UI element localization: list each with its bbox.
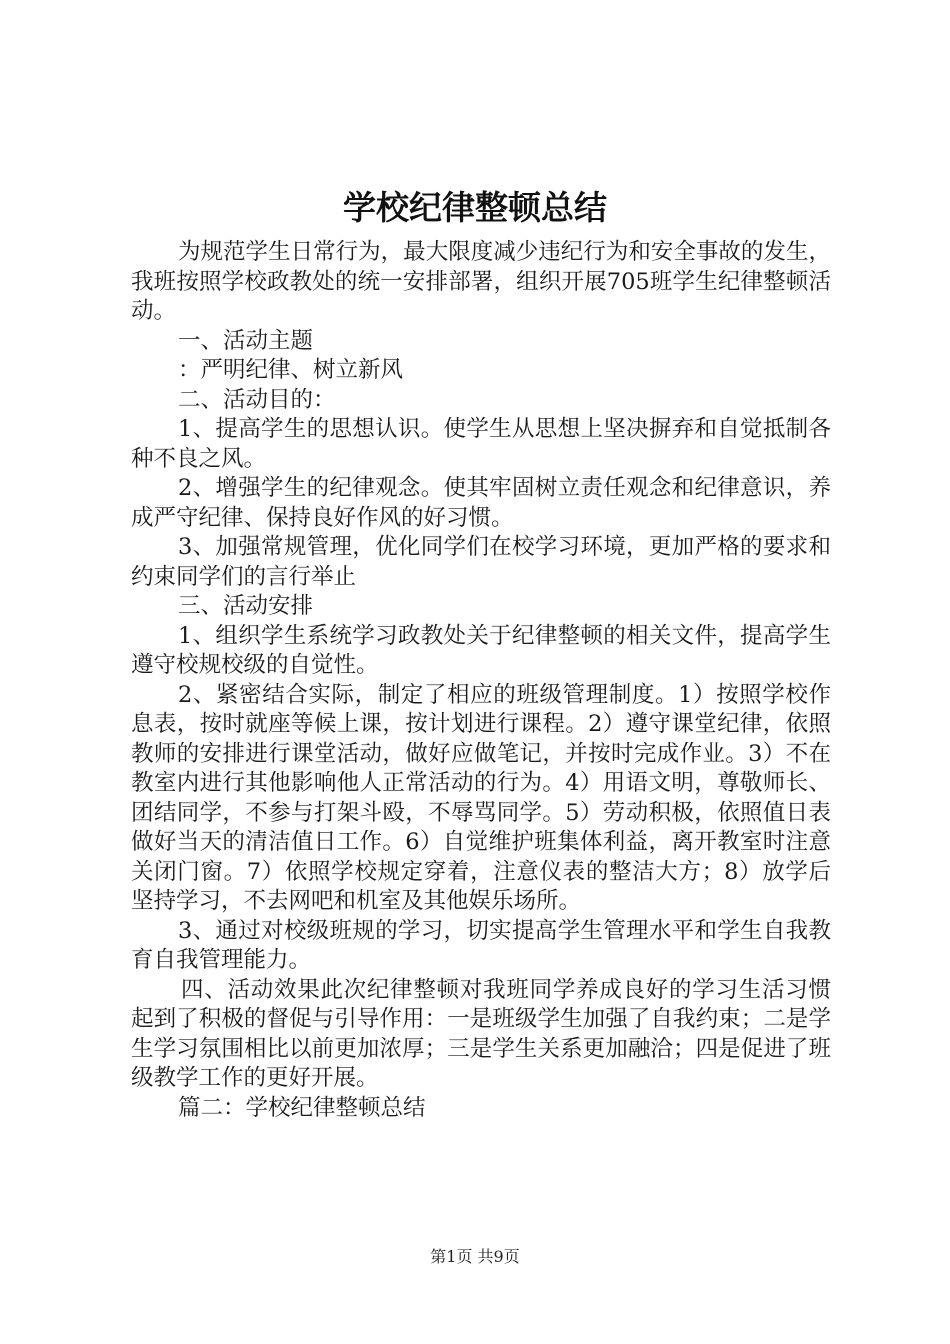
paragraph-goal-1: 1、提高学生的思想认识。使学生从思想上坚决摒弃和自觉抵制各种不良之风。: [131, 416, 831, 472]
heading-activity-goals: 二、活动目的：: [178, 386, 336, 413]
document-body: [131, 238, 831, 1123]
paragraph-goal-3: 3、加强常规管理，优化同学们在校学习环境，更加严格的要求和约束同学们的言行举止: [131, 534, 831, 590]
paragraph-arrangement-3: 3、通过对校级班规的学习，切实提高学生管理水平和学生自我教育自我管理能力。: [131, 917, 831, 973]
paragraph-activity-effect: 四、活动效果此次纪律整顿对我班同学养成良好的学习生活习惯起到了积极的督促与引导作用：一是班级学生加强了自我约束；二是学生学习氛围相比以前更加浓厚；三是学生关系更加融洽；四是促进了班级教学工作的更好开展。: [131, 976, 831, 1091]
paragraph-part-two-heading: 篇二：学校纪律整顿总结: [178, 1094, 426, 1121]
heading-activity-arrangement: 三、活动安排: [178, 593, 314, 619]
paragraph-theme-text: ：严明纪律、树立新风: [178, 357, 404, 383]
heading-activity-theme: 一、活动主题: [178, 327, 314, 354]
paragraph-intro: 为规范学生日常行为，最大限度减少违纪行为和安全事故的发生，我班按照学校政教处的统一安排部署，组织开展705班学生纪律整顿活动。: [131, 239, 831, 324]
page-number-footer: 第1页 共9页: [430, 1247, 520, 1266]
paragraph-arrangement-2: 2、紧密结合实际，制定了相应的班级管理制度。1）按照学校作息表，按时就座等候上课，按计划进行课程。2）遵守课堂纪律，依照教师的安排进行课堂活动，做好应做笔记，并按时完成作业。3）不在教室内进行其他影响他人正常活动的行为。4）用语文明，尊敬师长、团结同学，不参与打架斗殴，不辱骂同学。5）劳动积极，依照值日表做好当天的清洁值日工作。6）自觉维护班集体利益，离开教室时注意关闭门窗。7）依照学校规定穿着，注意仪表的整洁大方；8）放学后坚持学习，不去网吧和机室及其他娱乐场所。: [131, 681, 831, 914]
paragraph-arrangement-1: 1、组织学生系统学习政教处关于纪律整顿的相关文件，提高学生遵守校规校级的自觉性。: [131, 622, 831, 678]
document-title: 学校纪律整顿总结: [343, 188, 607, 227]
paragraph-goal-2: 2、增强学生的纪律观念。使其牢固树立责任观念和纪律意识，养成严守纪律、保持良好作风的好习惯。: [131, 475, 831, 531]
